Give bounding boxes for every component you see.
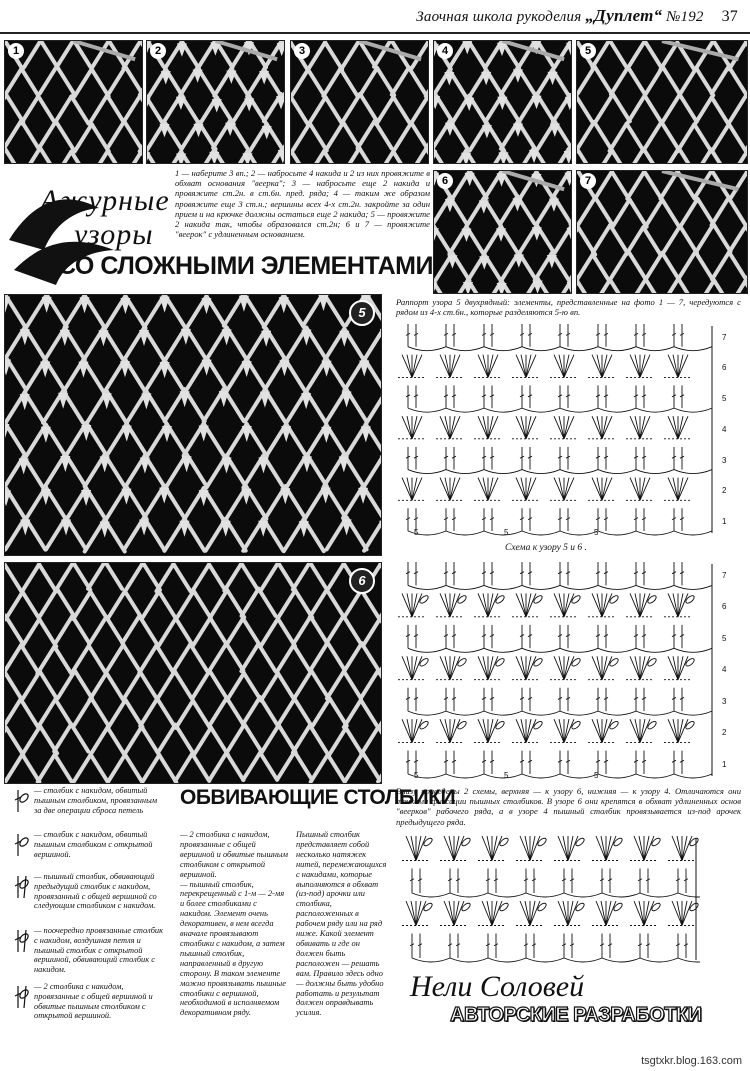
row-number: 3 bbox=[722, 455, 727, 465]
step-photo-3 bbox=[290, 40, 429, 164]
step-photo-image bbox=[577, 171, 747, 293]
step-photo-image bbox=[291, 41, 428, 163]
row-number: 6 bbox=[722, 602, 727, 612]
crochet-chart-5 bbox=[396, 322, 716, 537]
svg-text:5: 5 bbox=[414, 528, 419, 537]
step-photo-1 bbox=[4, 40, 143, 164]
legend-text: — пышный столбик, обвивающий предыдущий столбик с накидом, провязанный с общей вершиной со следующим столбиком с накидом. bbox=[34, 872, 157, 911]
header-brand: „Дуплет“ bbox=[585, 6, 663, 25]
swatch-photo-5 bbox=[4, 294, 382, 556]
legend-text: — 2 столбика с накидом, провязанные с общей вершиной и обвитые пышным столбиком с открытой вершиной. bbox=[34, 982, 153, 1021]
row-number: 4 bbox=[722, 424, 727, 434]
schemes-description: Внизу приведены 2 схемы, верхняя — к узору 6, нижняя — к узору 4. Отличаются они точками фиксации пышных столбиков. В узоре 6 они крепятся в обхват удлиненных основ "веерков" рабочего ряда, а в узоре 4 пышный столбик провязывается из-под арочек предыдущего ряда. bbox=[396, 786, 741, 827]
author-name: Нели Соловей bbox=[410, 970, 585, 1003]
title-line2: узоры bbox=[74, 218, 154, 251]
step-photo-7 bbox=[576, 170, 748, 294]
lace-pattern-6-image bbox=[5, 563, 381, 783]
svg-text:5: 5 bbox=[414, 771, 419, 780]
footer-url: tsgtxkr.blog.163.com bbox=[641, 1055, 742, 1067]
step-number: 4 bbox=[437, 43, 453, 59]
chart-caption: Схема к узору 5 и 6 . bbox=[505, 543, 587, 553]
step-photo-image bbox=[577, 41, 747, 163]
crochet-symbol-icon bbox=[10, 830, 32, 858]
row-number: 6 bbox=[722, 363, 727, 373]
step-number: 5 bbox=[580, 43, 596, 59]
crochet-symbol-icon bbox=[10, 982, 32, 1010]
step-photo-image bbox=[5, 41, 142, 163]
rapport-text: Раппорт узора 5 двухрядный: элементы, представленные на фото 1 — 7, чередуются с рядом из 4-х ст.6н., которые разделяются 5-ю вп. bbox=[396, 297, 741, 318]
crochet-symbol-icon bbox=[10, 926, 32, 954]
row-number: 2 bbox=[722, 728, 727, 738]
legend bbox=[4, 786, 174, 1046]
crochet-symbol-icon bbox=[10, 872, 32, 900]
column-3-text: Пышный столбик представляет собой несколько натяжек нитей, перемежающихся с накидами, которые выполняются в обхват (из-под) арочки или столбика, расположенных в рабочем ряду или на ряд ниже. Какой элемент обвивать и где он должен быть расположен — решать вам. Правило здесь одно — должны быть удобно работать и результат должен оправдывать усилия. bbox=[296, 830, 387, 1018]
row-number: 4 bbox=[722, 665, 727, 675]
step-photo-5 bbox=[576, 40, 748, 164]
step-photo-image bbox=[147, 41, 284, 163]
column-2-text: — 2 столбика с накидом, провязанные с общей вершиной и обвитые пышным столбиком с открытой вершиной. — пышный столбик, перекрещенный с 1-м — 2-мя и более столбиками с накидом. Элемент очень декоративен, в нем всегда вначале провязывают столбики с накидом, а затем пышный столбик, направленный в другую сторону. В таком элементе можно провязывать пышные столбики с вершиной, необходимой в исполняемом декоративном ряду. bbox=[180, 830, 288, 1018]
row-number: 1 bbox=[722, 517, 727, 527]
header-divider bbox=[0, 32, 750, 34]
page-number: 37 bbox=[721, 8, 738, 25]
chart-6-row-numbers bbox=[718, 560, 738, 780]
step-photo-2 bbox=[146, 40, 285, 164]
crochet-chart-small bbox=[400, 834, 700, 964]
title-line1: Ажурные bbox=[40, 184, 170, 217]
legend-text: — поочередно провязанные столбик с накидом, воздушная петля и пышный столбик с открытой вершиной, обвивающий столбик с накидом. bbox=[34, 926, 164, 975]
page-header bbox=[416, 6, 738, 26]
step-photo-image bbox=[434, 41, 571, 163]
svg-text:5: 5 bbox=[594, 528, 599, 537]
row-number: 2 bbox=[722, 486, 727, 496]
row-number: 5 bbox=[722, 633, 727, 643]
step-photo-6 bbox=[433, 170, 572, 294]
svg-text:5: 5 bbox=[504, 528, 509, 537]
row-number: 7 bbox=[722, 571, 727, 580]
crochet-chart-6 bbox=[396, 560, 716, 780]
step-number: 7 bbox=[580, 173, 596, 189]
lace-pattern-5-image bbox=[5, 295, 381, 555]
step-photo-4 bbox=[433, 40, 572, 164]
legend-text: — столбик с накидом, обвитый пышным столбиком, провязанным за две операции сброса петель bbox=[34, 786, 158, 815]
row-number: 1 bbox=[722, 759, 727, 769]
author-block bbox=[400, 970, 745, 1040]
swatch-photo-6 bbox=[4, 562, 382, 784]
author-caption: АВТОРСКИЕ РАЗРАБОТКИ bbox=[450, 1004, 702, 1026]
swatch-number-5: 5 bbox=[349, 300, 375, 326]
step-photo-image bbox=[434, 171, 571, 293]
row-number: 3 bbox=[722, 696, 727, 706]
title-line3: СО СЛОЖНЫМИ ЭЛЕМЕНТАМИ bbox=[58, 252, 433, 280]
row-number: 5 bbox=[722, 394, 727, 404]
legend-text: — столбик с накидом, обвитый пышным столбиком с открытой вершиной. bbox=[34, 830, 153, 859]
swatch-number-6: 6 bbox=[349, 568, 375, 594]
step-caption: 1 — наберите 3 вп.; 2 — набросьте 4 накида и 2 из них провяжите в обхват основания "веерка"; 3 — набросьте еще 2 накида и провяжите ст.2н. в ст.6н. пред. ряда; 4 — таким же образом провяжите еще 3 ст.н.; вершины всех 4-х ст.2н. закройте за один прием и на крючке должны остаться еще 2 накида; 5 — провяжите 2 накида так, чтобы образовался ст.2н; 6 и 7 — провяжите "веерок" с удлиненным основанием. bbox=[175, 168, 430, 240]
header-issue: №192 bbox=[666, 9, 704, 25]
section-title: ОБВИВАЮЩИЕ СТОЛБИКИ bbox=[180, 786, 456, 809]
header-school: Заочная школа рукоделия bbox=[416, 9, 582, 25]
step-number: 3 bbox=[294, 43, 310, 59]
svg-text:5: 5 bbox=[504, 771, 509, 780]
row-number: 7 bbox=[722, 332, 727, 342]
svg-text:5: 5 bbox=[594, 771, 599, 780]
step-number: 6 bbox=[437, 173, 453, 189]
chart-5-row-numbers bbox=[718, 322, 738, 537]
step-number: 1 bbox=[8, 43, 24, 59]
crochet-symbol-icon bbox=[10, 786, 32, 814]
step-number: 2 bbox=[150, 43, 166, 59]
article-title bbox=[4, 180, 433, 290]
